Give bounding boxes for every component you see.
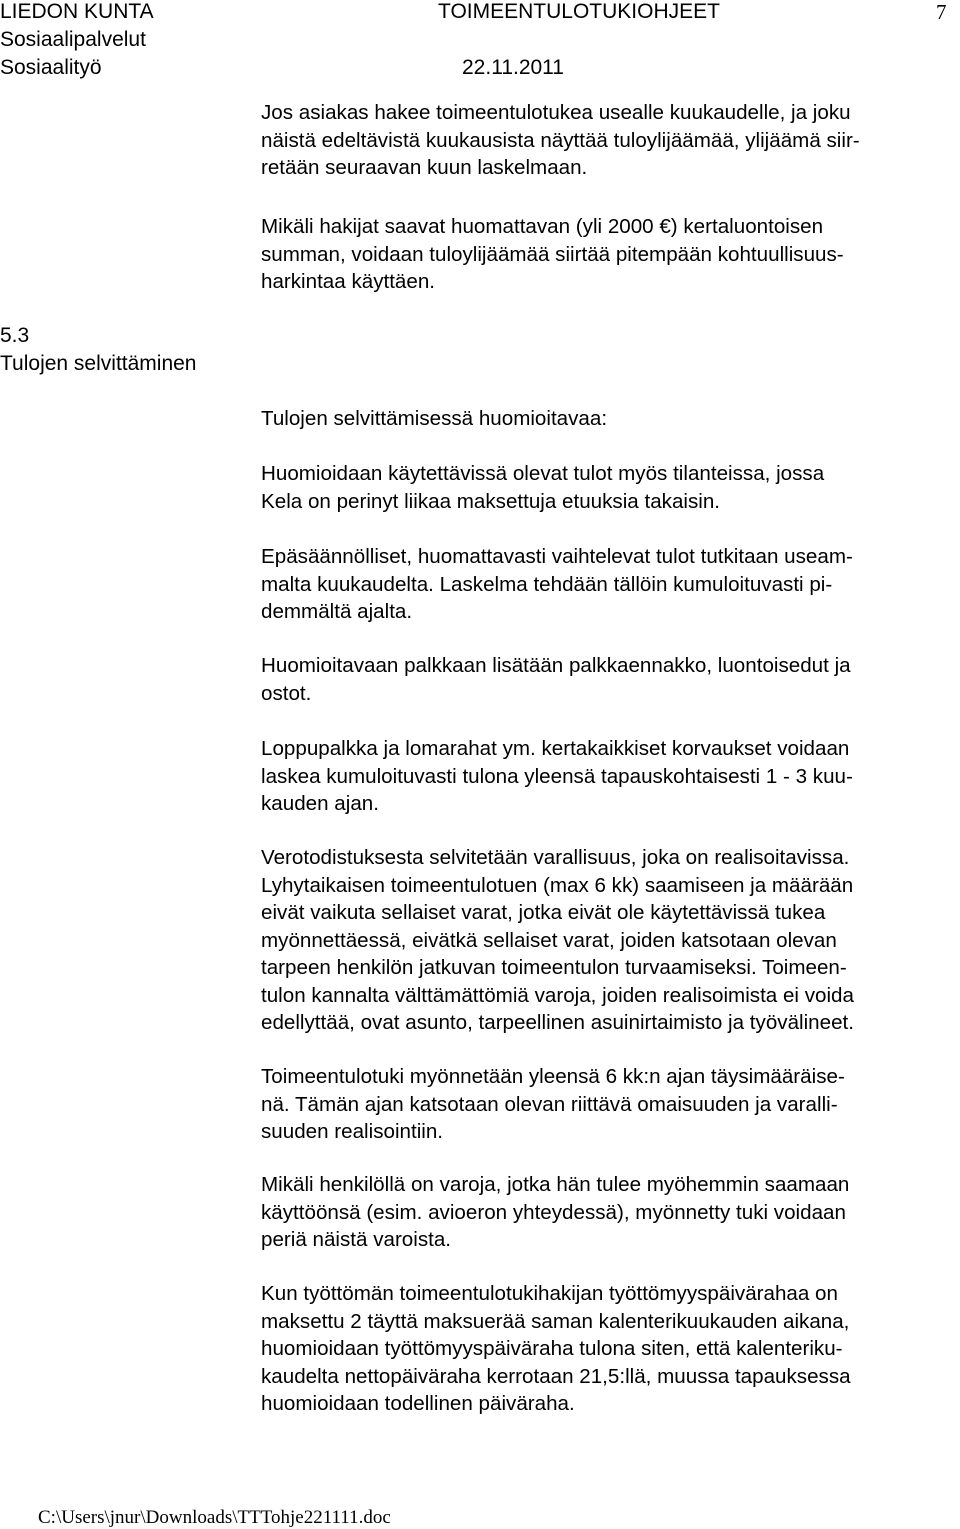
text-line: maksettu 2 täyttä maksuerää saman kalenterikuukauden aikana, [261, 1309, 850, 1333]
text-line: retään seuraavan kuun laskelmaan. [261, 156, 588, 179]
text-line: nä. Tämän ajan katsotaan olevan riittävä omaisuuden ja varalli- [261, 1092, 838, 1116]
text-line: suuden realisointiin. [261, 1120, 444, 1143]
text-line: Epäsäännölliset, huomattavasti vaihtelevat tulot tutkitaan useam- [261, 545, 853, 568]
paragraph-10 [261, 1171, 960, 1254]
header-dept: Sosiaalipalvelut [0, 28, 146, 51]
text-line: summan, voidaan tuloylijäämää siirtää pitempään kohtuullisuus- [261, 242, 844, 266]
text-line: Toimeentulotuki myönnetään yleensä 6 kk:n ajan täysimääräise- [261, 1065, 845, 1088]
paragraph-11 [261, 1280, 960, 1418]
paragraph-8 [261, 844, 960, 1037]
paragraph-2 [261, 213, 960, 296]
paragraph-3 [261, 405, 960, 433]
text-line: kauden ajan. [261, 792, 379, 815]
text-line: ostot. [261, 681, 312, 705]
text-line: harkintaa käyttäen. [261, 270, 436, 293]
header-org: LIEDON KUNTA [0, 0, 154, 23]
paragraph-1 [261, 99, 960, 182]
header-unit: Sosiaalityö [0, 56, 102, 79]
text-line: huomioidaan työttömyyspäiväraha tulona siten, että kalenteriku- [261, 1337, 843, 1360]
text-line: myönnettäessä, eivätkä sellaiset varat, joiden katsotaan olevan [261, 928, 837, 952]
text-line: tarpeen henkilön jatkuvan toimeentulon turvaamiseksi. Toimeen- [261, 956, 847, 979]
paragraph-5 [261, 543, 960, 626]
text-line: huomioidaan todellinen päiväraha. [261, 1392, 575, 1415]
text-line: Tulojen selvittämisessä huomioitavaa: [261, 407, 608, 430]
text-line: käyttöönsä (esim. avioeron yhteydessä), myönnetty tuki voidaan [261, 1200, 846, 1224]
section-title: Tulojen selvittäminen [0, 352, 197, 375]
header-doc-title: TOIMEENTULOTUKIOHJEET [438, 0, 720, 23]
text-line: Huomioidaan käytettävissä olevat tulot myös tilanteissa, jossa [261, 462, 825, 485]
text-line: Kun työttömän toimeentulotukihakijan työttömyyspäivärahaa on [261, 1282, 838, 1305]
text-line: edellyttää, ovat asunto, tarpeellinen asuinirtaimisto ja työvälineet. [261, 1011, 854, 1034]
text-line: Loppupalkka ja lomarahat ym. kertakaikkiset korvaukset voidaan [261, 737, 850, 760]
text-line: demmältä ajalta. [261, 600, 413, 623]
paragraph-4 [261, 460, 960, 515]
text-line: Huomioitavaan palkkaan lisätään palkkaennakko, luontoisedut ja [261, 654, 851, 677]
text-line: Kela on perinyt liikaa maksettuja etuuksia takaisin. [261, 489, 721, 513]
text-line: eivät vaikuta sellaiset varat, jotka eivät ole käytettävissä tukea [261, 901, 826, 924]
text-line: periä näistä varoista. [261, 1228, 452, 1251]
text-line: tulon kannalta välttämättömiä varoja, joiden realisoimista ei voida [261, 983, 854, 1007]
paragraph-9 [261, 1063, 960, 1146]
text-line: malta kuukaudelta. Laskelma tehdään tällöin kumuloituvasti pi- [261, 572, 833, 596]
paragraph-6 [261, 652, 960, 707]
footer-file-path: C:\Users\jnur\Downloads\TTTohje221111.doc [38, 1507, 391, 1528]
header-date: 22.11.2011 [462, 56, 564, 79]
text-line: Mikäli henkilöllä on varoja, jotka hän tulee myöhemmin saamaan [261, 1173, 850, 1196]
section-number: 5.3 [0, 324, 30, 347]
text-line: Jos asiakas hakee toimeentulotukea usealle kuukaudelle, ja joku [261, 101, 851, 124]
text-line: Lyhytaikaisen toimeentulotuen (max 6 kk) saamiseen ja määrään [261, 873, 854, 897]
page-number: 7 [936, 0, 947, 24]
text-line: Mikäli hakijat saavat huomattavan (yli 2000 €) kertaluontoisen [261, 215, 824, 238]
text-line: näistä edeltävistä kuukausista näyttää tuloylijäämää, ylijäämä siir- [261, 128, 860, 152]
text-line: laskea kumuloituvasti tulona yleensä tapauskohtaisesti 1 - 3 kuu- [261, 764, 853, 788]
text-line: kaudelta nettopäiväraha kerrotaan 21,5:llä, muussa tapauksessa [261, 1364, 851, 1388]
text-line: Verotodistuksesta selvitetään varallisuus, joka on realisoitavissa. [261, 846, 850, 869]
paragraph-7 [261, 735, 960, 818]
